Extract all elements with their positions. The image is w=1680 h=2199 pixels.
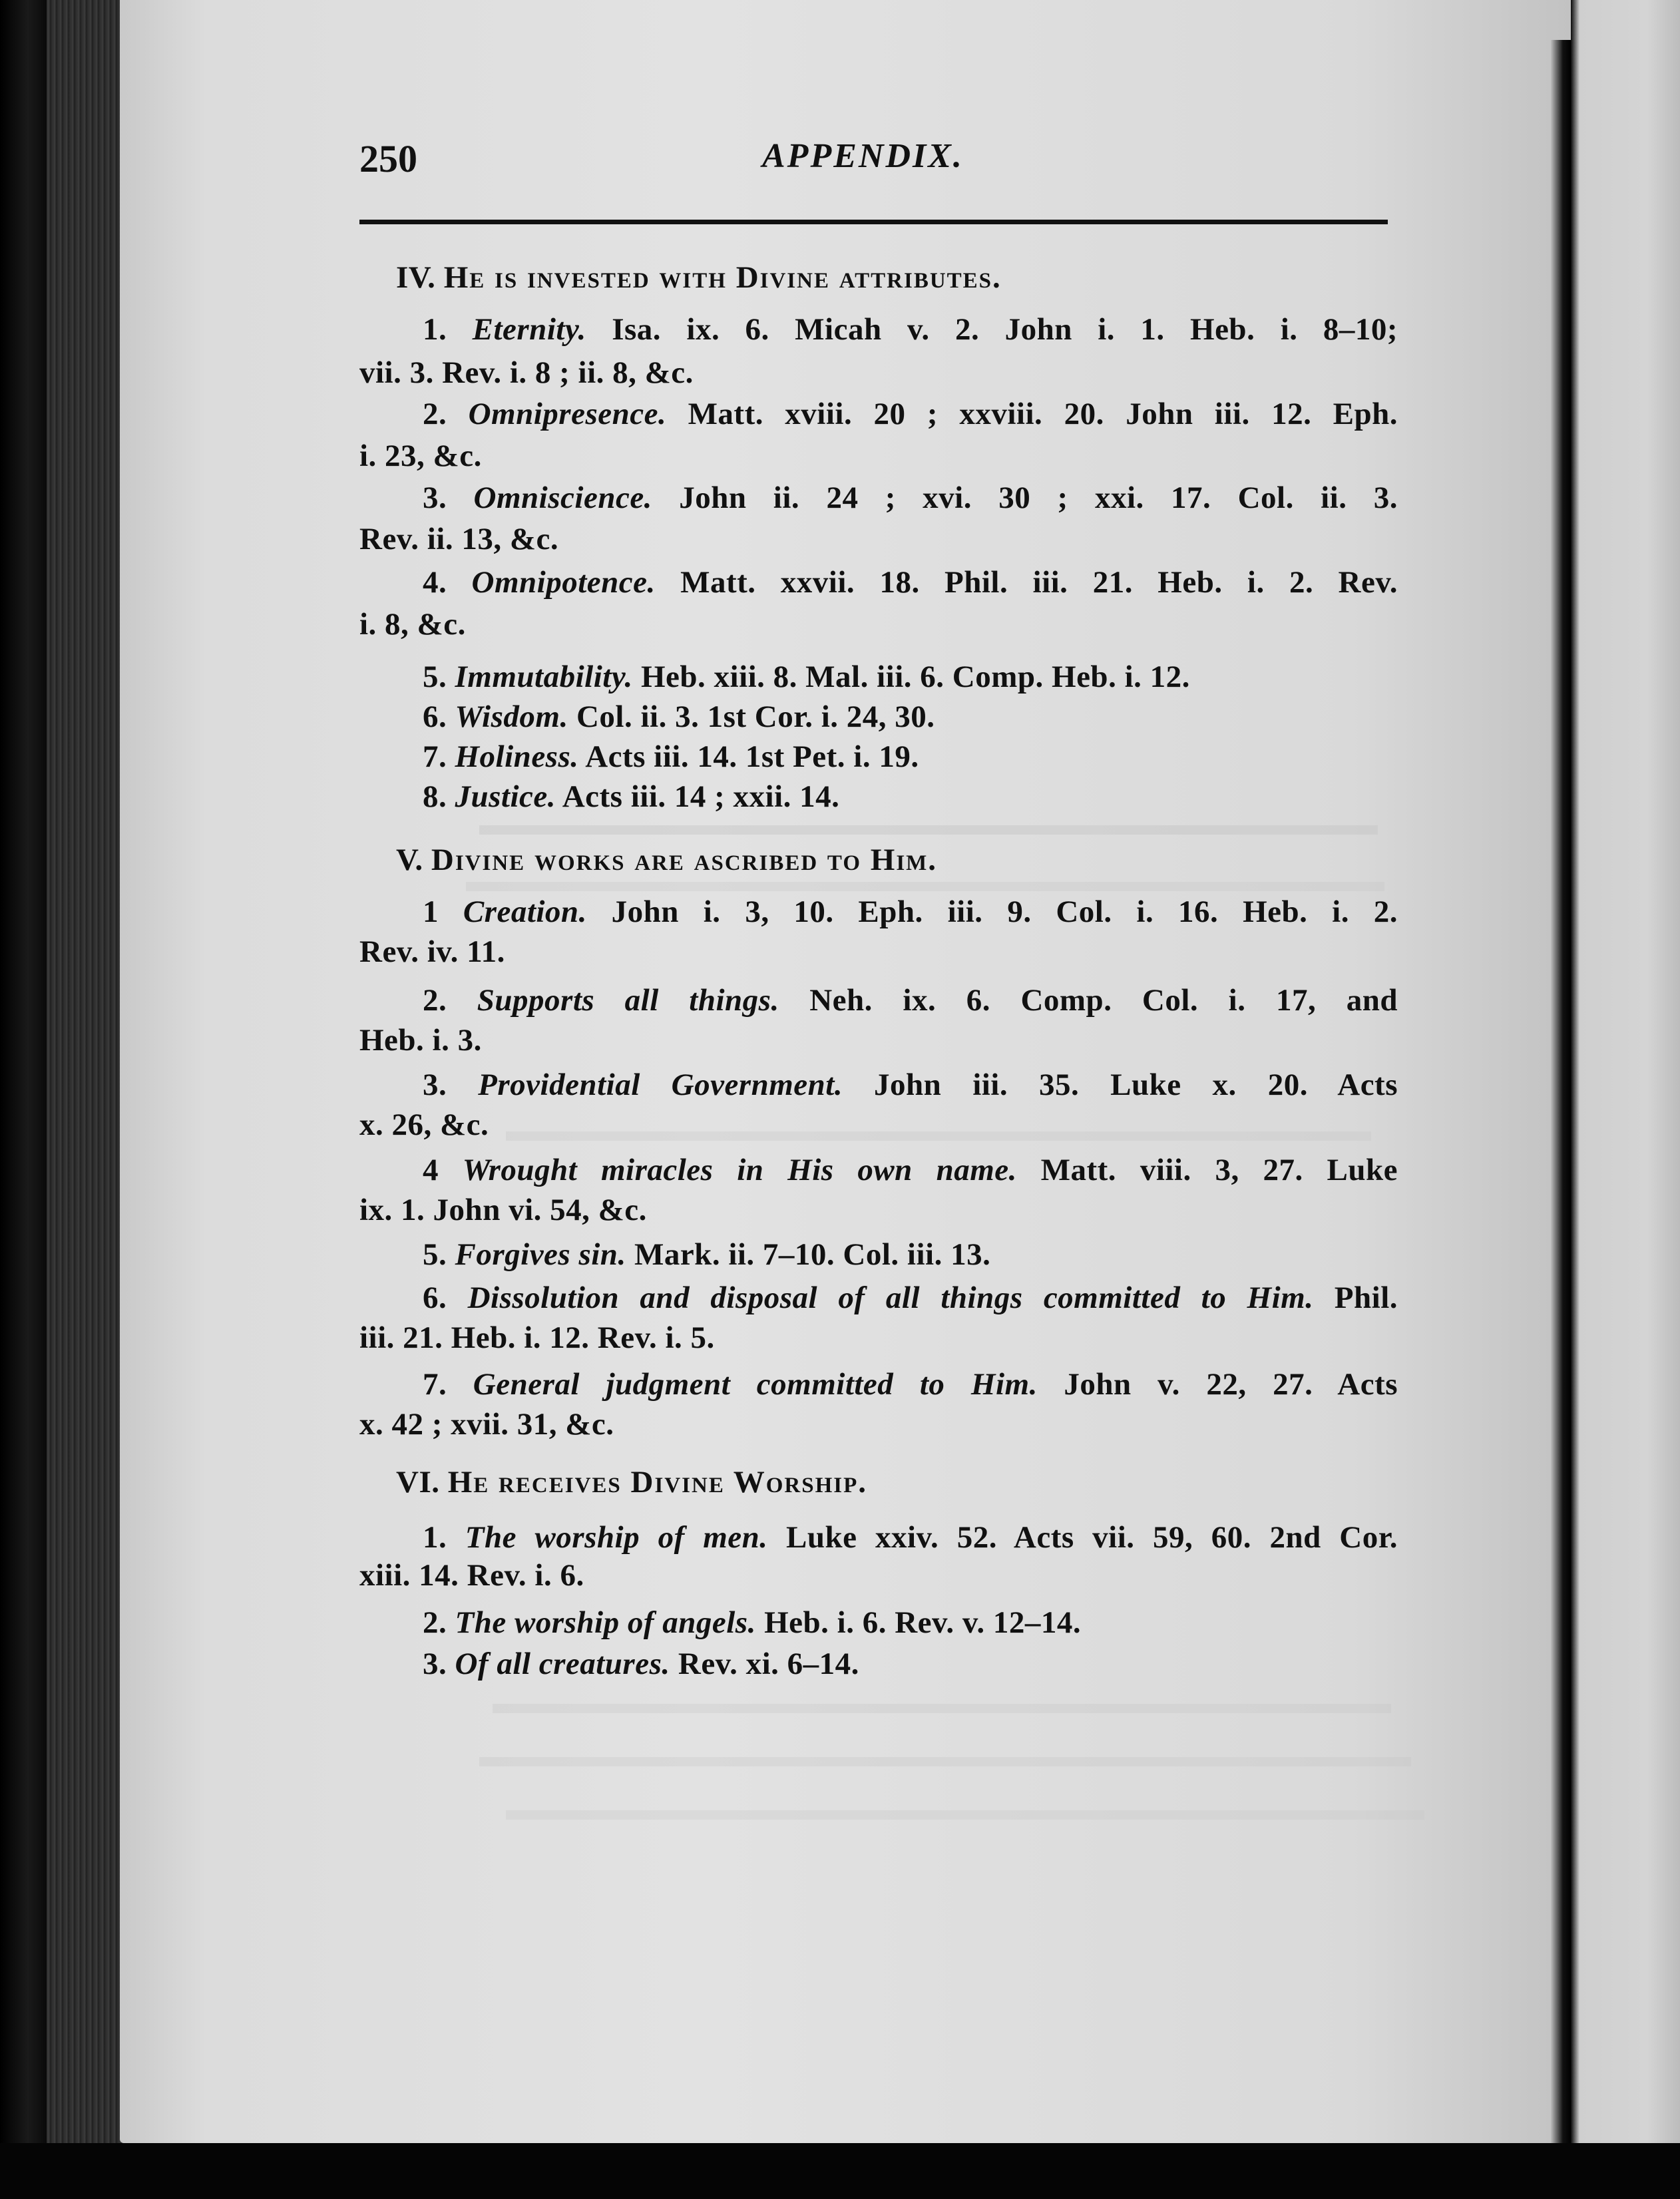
list-item-continuation: iii. 21. Heb. i. 12. Rev. i. 5. (359, 1320, 715, 1355)
section-number: V. (396, 843, 423, 877)
list-item: 1 Creation. John i. 3, 10. Eph. iii. 9. Col. i. 16. Heb. i. 2. (423, 895, 1398, 929)
list-item: 1. The worship of men. Luke xxiv. 52. Acts vii. 59, 60. 2nd Cor. (423, 1520, 1398, 1555)
list-item-continuation: ix. 1. John vi. 54, &c. (359, 1193, 647, 1227)
list-item: 6. Wisdom. Col. ii. 3. 1st Cor. i. 24, 30. (423, 700, 935, 734)
list-item: 8. Justice. Acts iii. 14 ; xxii. 14. (423, 779, 840, 814)
page-edges (47, 0, 126, 2199)
list-item: 1. Eternity. Isa. ix. 6. Micah v. 2. John i. 1. Heb. i. 8–10; (423, 312, 1398, 347)
list-item: 5. Immutability. Heb. xiii. 8. Mal. iii. 6. Comp. Heb. i. 12. (423, 660, 1190, 694)
running-head: APPENDIX. (762, 137, 964, 175)
header-rule (359, 220, 1388, 224)
section-heading-v (359, 840, 1398, 880)
section-heading-vi (359, 1462, 1398, 1502)
list-item-continuation: Rev. ii. 13, &c. (359, 522, 559, 556)
list-item-continuation: x. 26, &c. (359, 1107, 489, 1142)
list-item: 2. Omnipresence. Matt. xviii. 20 ; xxviii. 20. John iii. 12. Eph. (423, 397, 1398, 431)
section-heading-iv (359, 258, 1398, 298)
list-item: 3. Omniscience. John ii. 24 ; xvi. 30 ; xxi. 17. Col. ii. 3. (423, 481, 1398, 515)
page-header (359, 136, 1398, 183)
list-item-continuation: xiii. 14. Rev. i. 6. (359, 1558, 584, 1593)
list-item: 4 Wrought miracles in His own name. Matt. viii. 3, 27. Luke (423, 1153, 1398, 1187)
list-item: 2. Supports all things. Neh. ix. 6. Comp. Col. i. 17, and (423, 983, 1398, 1018)
list-item: 7. Holiness. Acts iii. 14. 1st Pet. i. 19. (423, 739, 919, 774)
book-binding (0, 0, 47, 2199)
section-title: He receives Divine Worship. (447, 1465, 867, 1499)
list-item: 4. Omnipotence. Matt. xxvii. 18. Phil. iii. 21. Heb. i. 2. Rev. (423, 565, 1398, 600)
list-item-continuation: x. 42 ; xvii. 31, &c. (359, 1407, 614, 1442)
list-item-continuation: Heb. i. 3. (359, 1023, 482, 1058)
gutter-shadow (1551, 40, 1571, 2143)
list-item-continuation: Rev. iv. 11. (359, 934, 505, 969)
section-title: He is invested with Divine attributes. (443, 260, 1002, 295)
list-item: 3. Of all creatures. Rev. xi. 6–14. (423, 1647, 859, 1681)
list-item-continuation: i. 8, &c. (359, 607, 466, 642)
list-item-continuation: i. 23, &c. (359, 439, 482, 473)
list-item: 5. Forgives sin. Mark. ii. 7–10. Col. iii. 13. (423, 1237, 991, 1272)
list-item: 2. The worship of angels. Heb. i. 6. Rev. v. 12–14. (423, 1605, 1082, 1640)
section-number: IV. (396, 260, 436, 295)
section-title: Divine works are ascribed to Him. (431, 843, 938, 877)
list-item: 3. Providential Government. John iii. 35. Luke x. 20. Acts (423, 1068, 1398, 1102)
adjacent-page-edge (1571, 0, 1680, 2199)
list-item: 6. Dissolution and disposal of all things committed to Him. Phil. (423, 1281, 1398, 1315)
list-item-continuation: vii. 3. Rev. i. 8 ; ii. 8, &c. (359, 355, 694, 390)
page-number: 250 (359, 137, 417, 180)
section-number: VI. (396, 1465, 440, 1499)
list-item: 7. General judgment committed to Him. John v. 22, 27. Acts (423, 1367, 1398, 1402)
scan-bottom-border (0, 2143, 1680, 2199)
